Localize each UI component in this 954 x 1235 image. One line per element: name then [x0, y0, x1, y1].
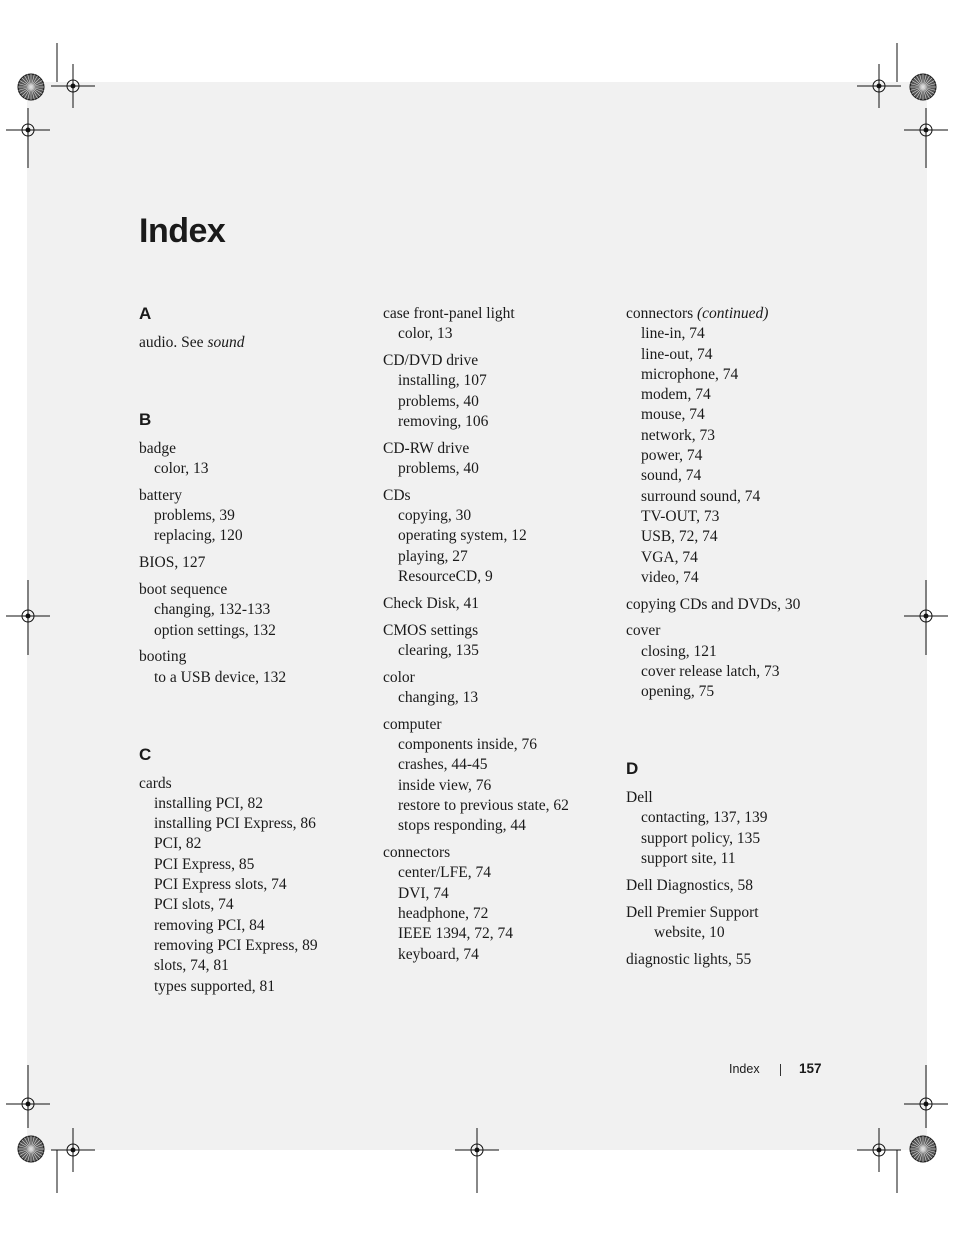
index-term: Dell Premier Support [626, 903, 759, 921]
index-subentry: replacing, 120 [154, 527, 243, 545]
index-term-text: connectors [626, 305, 698, 322]
index-subentry: installing, 107 [398, 372, 487, 390]
index-subentry: DVI, 74 [398, 884, 449, 902]
index-term-text: audio. See [139, 334, 208, 351]
footer-section-label: Index [729, 1062, 760, 1076]
index-term: color [383, 668, 415, 686]
index-entry [626, 876, 866, 896]
index-letter-heading: C [139, 744, 152, 764]
index-subentry: problems, 40 [398, 392, 479, 410]
index-entry [139, 553, 379, 573]
index-subentry: to a USB device, 132 [154, 668, 287, 686]
index-term: Dell [626, 789, 653, 807]
index-term: CMOS settings [383, 621, 479, 639]
index-subentry: color, 13 [154, 460, 209, 478]
index-subentry: headphone, 72 [398, 905, 489, 923]
index-term: CD-RW drive [383, 439, 470, 457]
index-subentry: support site, 11 [641, 850, 736, 868]
index-subentry: PCI Express slots, 74 [154, 876, 287, 894]
section-spacer [139, 360, 379, 410]
page-title: Index [139, 212, 226, 250]
index-term: connectors [383, 844, 451, 862]
index-entry [139, 647, 379, 688]
index-subentry: operating system, 12 [398, 527, 527, 545]
index-entry [139, 580, 379, 641]
index-letter-heading: A [139, 304, 152, 323]
index-subentry: option settings, 132 [154, 621, 276, 639]
index-entry [139, 333, 379, 353]
index-column-1 [139, 304, 379, 997]
index-entry [383, 843, 623, 965]
index-entry [383, 594, 623, 614]
index-term: CDs [383, 486, 411, 504]
index-entry [626, 903, 866, 944]
index-subentry: changing, 13 [398, 689, 479, 707]
index-term: booting [139, 648, 187, 666]
index-italic-reference: sound [207, 334, 245, 351]
index-subentry: VGA, 74 [641, 548, 698, 566]
index-subentry: removing PCI, 84 [154, 916, 265, 934]
index-column-3 [626, 304, 866, 970]
index-subentry: problems, 40 [398, 460, 479, 478]
index-subentry: PCI, 82 [154, 835, 202, 853]
index-entry [626, 621, 866, 702]
index-term: Dell Diagnostics, 58 [626, 876, 753, 894]
index-subentry: installing PCI Express, 86 [154, 815, 316, 833]
index-subentry: video, 74 [641, 568, 699, 586]
index-subentry: closing, 121 [641, 642, 717, 660]
index-subentry: TV-OUT, 73 [641, 507, 720, 525]
index-term: battery [139, 486, 183, 504]
index-term: computer [383, 715, 442, 733]
index-subentry: opening, 75 [641, 683, 715, 701]
index-subentry: line-in, 74 [641, 325, 705, 343]
index-subentry: removing, 106 [398, 412, 489, 430]
index-subentry: playing, 27 [398, 547, 468, 565]
index-subentry: changing, 132-133 [154, 601, 271, 619]
index-subentry: inside view, 76 [398, 776, 492, 794]
index-subentry: clearing, 135 [398, 641, 479, 659]
index-entry [383, 351, 623, 432]
section-spacer [626, 709, 866, 759]
index-subentry: cover release latch, 73 [641, 663, 780, 681]
index-subentry: types supported, 81 [154, 977, 275, 995]
index-term [139, 333, 379, 353]
index-subentry: crashes, 44-45 [398, 756, 488, 774]
index-subentry: power, 74 [641, 447, 703, 465]
index-entry [383, 668, 623, 709]
index-subentry: removing PCI Express, 89 [154, 936, 318, 954]
index-entry [626, 595, 866, 615]
index-entry [139, 486, 379, 547]
index-subentry: modem, 74 [641, 386, 711, 404]
index-term: cover [626, 622, 661, 640]
index-entry-continuation: website, 10 [654, 923, 725, 941]
index-subentry: copying, 30 [398, 507, 472, 525]
index-subentry: restore to previous state, 62 [398, 797, 569, 815]
index-subentry: microphone, 74 [641, 365, 739, 383]
index-term: copying CDs and DVDs, 30 [626, 595, 801, 613]
index-entry [383, 715, 623, 837]
index-italic-reference: (continued) [697, 305, 769, 322]
index-entry [383, 621, 623, 662]
index-subentry: surround sound, 74 [641, 487, 761, 505]
index-letter-heading: D [626, 759, 639, 779]
index-subentry: contacting, 137, 139 [641, 809, 768, 827]
index-subentry: components inside, 76 [398, 736, 538, 754]
index-subentry: stops responding, 44 [398, 817, 526, 835]
index-entry [383, 486, 623, 587]
index-subentry: keyboard, 74 [398, 945, 479, 963]
index-subentry: line-out, 74 [641, 345, 713, 363]
page-number: 157 [799, 1061, 822, 1076]
index-entry [139, 439, 379, 480]
index-subentry: PCI slots, 74 [154, 896, 234, 914]
index-column-2 [383, 304, 623, 965]
index-subentry: slots, 74, 81 [154, 957, 229, 975]
index-subentry: ResourceCD, 9 [398, 568, 493, 586]
index-subentry: support policy, 135 [641, 829, 761, 847]
index-term: case front-panel light [383, 305, 515, 322]
index-term: diagnostic lights, 55 [626, 950, 752, 968]
index-subentry: installing PCI, 82 [154, 794, 263, 812]
index-entry [139, 774, 379, 997]
section-spacer [139, 695, 379, 745]
index-entry [626, 304, 866, 588]
footer-divider [780, 1064, 781, 1076]
index-entry [626, 950, 866, 970]
index-subentry: mouse, 74 [641, 406, 705, 424]
index-subentry: IEEE 1394, 72, 74 [398, 925, 513, 943]
index-term [626, 304, 866, 324]
index-term: BIOS, 127 [139, 554, 206, 572]
index-term: Check Disk, 41 [383, 594, 480, 612]
index-term: cards [139, 774, 172, 792]
index-term: boot sequence [139, 581, 228, 599]
index-subentry: USB, 72, 74 [641, 528, 718, 546]
index-entry [383, 439, 623, 480]
index-letter-heading: B [139, 409, 152, 429]
index-subentry: problems, 39 [154, 507, 235, 525]
index-entry [626, 788, 866, 869]
index-entry [383, 304, 623, 345]
index-subentry: color, 13 [398, 325, 453, 343]
index-subentry: PCI Express, 85 [154, 855, 255, 873]
index-subentry: center/LFE, 74 [398, 864, 491, 882]
index-term: CD/DVD drive [383, 352, 479, 370]
index-subentry: sound, 74 [641, 467, 702, 485]
index-term: badge [139, 439, 177, 457]
index-subentry: network, 73 [641, 426, 716, 444]
